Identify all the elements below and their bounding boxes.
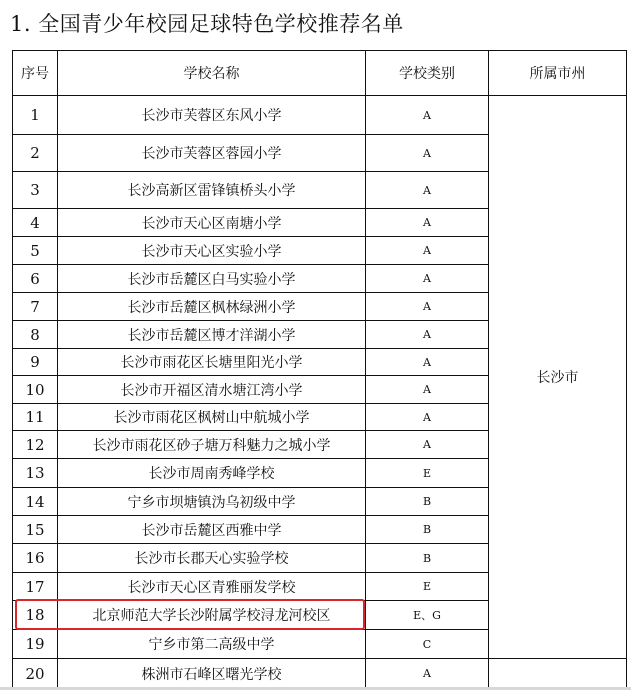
row-category: A [366,237,489,265]
row-school-name: 长沙市雨花区砂子塘万科魅力之城小学 [58,431,366,459]
row-category: A [366,349,489,376]
row-index: 12 [13,431,58,459]
row-index: 7 [13,293,58,321]
table-row [13,96,627,135]
row-school-name: 长沙市岳麓区枫林绿洲小学 [58,293,366,321]
row-school-name: 宁乡市第二高级中学 [58,630,366,659]
row-index: 6 [13,265,58,293]
row-school-name: 长沙市芙蓉区东风小学 [58,96,366,135]
row-school-name: 长沙市长郡天心实验学校 [58,544,366,573]
row-category: A [366,321,489,349]
row-school-name: 北京师范大学长沙附属学校浔龙河校区 [58,601,366,630]
row-index: 18 [13,601,58,630]
row-category: E [366,573,489,601]
page-title: 1. 全国青少年校园足球特色学校推荐名单 [10,12,404,36]
row-school-name: 长沙市岳麓区西雅中学 [58,516,366,544]
school-list-table [12,50,627,689]
row-category: A [366,172,489,209]
row-index: 17 [13,573,58,601]
row-index: 8 [13,321,58,349]
row-category: A [366,265,489,293]
row-category: E、G [366,601,489,630]
header-school-name: 学校名称 [58,51,366,96]
row-index: 2 [13,135,58,172]
row-index: 10 [13,376,58,404]
row-school-name: 宁乡市坝塘镇沩乌初级中学 [58,488,366,516]
row-index: 4 [13,209,58,237]
row-category: B [366,488,489,516]
row-index: 13 [13,459,58,488]
row-category: A [366,431,489,459]
row-category: A [366,404,489,431]
row-index: 15 [13,516,58,544]
row-category: A [366,96,489,135]
row-school-name: 长沙市天心区南塘小学 [58,209,366,237]
city-cell-changsha: 长沙市 [489,96,627,659]
row-category: B [366,544,489,573]
row-index: 1 [13,96,58,135]
row-index: 19 [13,630,58,659]
row-school-name: 长沙市芙蓉区蓉园小学 [58,135,366,172]
row-index: 11 [13,404,58,431]
row-school-name: 长沙市雨花区枫树山中航城小学 [58,404,366,431]
row-school-name: 长沙市天心区青雅丽发学校 [58,573,366,601]
table-row [13,659,627,689]
city-cell-next [489,659,627,689]
row-category: A [366,135,489,172]
row-category: A [366,293,489,321]
row-index: 14 [13,488,58,516]
table-header-row [13,51,627,96]
row-index: 3 [13,172,58,209]
row-category: E [366,459,489,488]
row-school-name: 长沙市雨花区长塘里阳光小学 [58,349,366,376]
row-school-name: 长沙市岳麓区白马实验小学 [58,265,366,293]
row-category: A [366,209,489,237]
header-school-category: 学校类别 [366,51,489,96]
row-category: B [366,516,489,544]
header-city: 所属市州 [489,51,627,96]
row-school-name: 长沙高新区雷锋镇桥头小学 [58,172,366,209]
row-school-name: 长沙市岳麓区博才洋湖小学 [58,321,366,349]
row-school-name: 株洲市石峰区曙光学校 [58,659,366,689]
row-school-name: 长沙市周南秀峰学校 [58,459,366,488]
row-index: 16 [13,544,58,573]
row-category: A [366,376,489,404]
row-school-name: 长沙市天心区实验小学 [58,237,366,265]
row-category: C [366,630,489,659]
row-index: 9 [13,349,58,376]
row-school-name: 长沙市开福区清水塘江湾小学 [58,376,366,404]
header-index: 序号 [13,51,58,96]
row-category: A [366,659,489,689]
row-index: 20 [13,659,58,689]
row-index: 5 [13,237,58,265]
